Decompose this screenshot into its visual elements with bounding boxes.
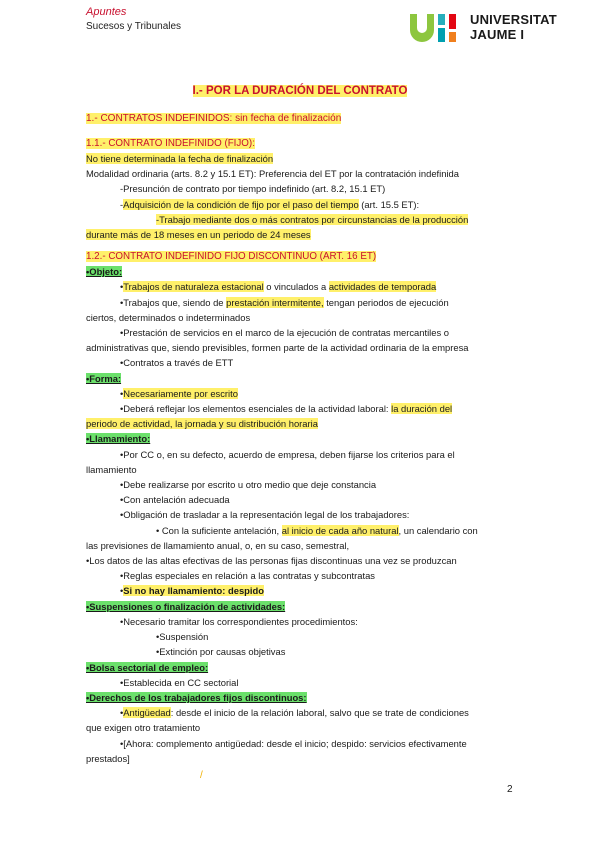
s11-presuncion: -Presunción de contrato por tiempo indefinido (art. 8.2, 15.1 ET) bbox=[120, 183, 386, 195]
llamamiento-item-2: •Debe realizarse por escrito u otro medio que deje constancia bbox=[120, 479, 377, 491]
section-1-1-title: 1.1.- CONTRATO INDEFINIDO (FIJO): bbox=[86, 138, 255, 149]
main-title: I.- POR LA DURACIÓN DEL CONTRATO bbox=[192, 85, 408, 97]
llamamiento-item-6: •Los datos de las altas efectivas de las personas fijas discontinuas una vez se produzcan bbox=[86, 555, 457, 567]
logo-line-2: JAUME I bbox=[470, 27, 525, 42]
stray-mark: / bbox=[200, 770, 203, 781]
objeto-heading: •Objeto: bbox=[86, 266, 123, 278]
suspensiones-item-1: •Necesario tramitar los correspondientes procedimientos: bbox=[120, 615, 358, 627]
section-1-title: 1.- CONTRATOS INDEFINIDOS: sin fecha de finalización bbox=[86, 113, 342, 124]
forma-item-1: •Necesariamente por escrito bbox=[120, 387, 238, 399]
s11-trabajo-line1: -Trabajo mediante dos o más contratos por circunstancias de la producción bbox=[156, 213, 469, 225]
llamamiento-item-1-cont: llamamiento bbox=[86, 463, 137, 475]
bolsa-heading: •Bolsa sectorial de empleo: bbox=[86, 661, 209, 673]
section-1-2-title: 1.2.- CONTRATO INDEFINIDO FIJO DISCONTINUO (ART. 16 ET) bbox=[86, 251, 377, 263]
page-number: 2 bbox=[507, 784, 513, 795]
header-title: Apuntes bbox=[86, 6, 127, 18]
objeto-item-2: •Trabajos que, siendo de prestación intermitente, tengan periodos de ejecución bbox=[120, 296, 449, 308]
logo-text bbox=[470, 12, 557, 42]
s11-trabajo-line2: durante más de 18 meses en un periodo de 24 meses bbox=[86, 229, 311, 241]
llamamiento-item-5: • Con la suficiente antelación, al inicio de cada año natural, un calendario con bbox=[156, 524, 478, 536]
derechos-item-1: •Antigüedad: desde el inicio de la relación laboral, salvo que se trate de condiciones bbox=[120, 707, 469, 719]
objeto-item-2-cont: ciertos, determinados o indeterminados bbox=[86, 311, 251, 323]
llamamiento-item-7: •Reglas especiales en relación a las contratas y subcontratas bbox=[120, 570, 375, 582]
llamamiento-item-1: •Por CC o, en su defecto, acuerdo de empresa, deben fijarse los criterios para el bbox=[120, 448, 455, 460]
llamamiento-item-8: •Si no hay llamamiento: despido bbox=[120, 585, 264, 597]
s11-adquisicion: -Adquisición de la condición de fijo por el paso del tiempo (art. 15.5 ET): bbox=[120, 198, 420, 210]
suspensiones-item-2: •Suspensión bbox=[156, 631, 209, 643]
derechos-item-2-cont: prestados] bbox=[86, 752, 130, 764]
llamamiento-item-5-cont: las previsiones de llamamiento anual, o, en su caso, semestral, bbox=[86, 539, 350, 551]
suspensiones-heading: •Suspensiones o finalización de actividades: bbox=[86, 600, 286, 612]
bolsa-item-1: •Establecida en CC sectorial bbox=[120, 676, 239, 688]
suspensiones-item-3: •Extinción por causas objetivas bbox=[156, 646, 286, 658]
document-body bbox=[86, 83, 514, 766]
s11-highlight: No tiene determinada la fecha de finalización bbox=[86, 153, 274, 164]
derechos-item-2: •[Ahora: complemento antigüedad: desde el inicio; despido: servicios efectivamente bbox=[120, 737, 467, 749]
derechos-heading: •Derechos de los trabajadores fijos discontinuos: bbox=[86, 691, 307, 703]
derechos-item-1-cont: que exigen otro tratamiento bbox=[86, 722, 201, 734]
llamamiento-item-3: •Con antelación adecuada bbox=[120, 494, 230, 506]
objeto-item-3: •Prestación de servicios en el marco de la ejecución de contratas mercantiles o bbox=[120, 327, 449, 339]
forma-heading: •Forma: bbox=[86, 372, 122, 384]
llamamiento-item-4: •Obligación de trasladar a la representación legal de los trabajadores: bbox=[120, 509, 410, 521]
objeto-item-3-cont: administrativas que, siendo previsibles, formen parte de la actividad ordinaria de la empresa bbox=[86, 342, 469, 354]
forma-item-2-cont: periodo de actividad, la jornada y su distribución horaria bbox=[86, 418, 318, 430]
forma-item-2: •Deberá reflejar los elementos esenciales de la actividad laboral: la duración del bbox=[120, 403, 453, 415]
header-subtitle: Sucesos y Tribunales bbox=[86, 21, 182, 32]
logo-line-1: UNIVERSITAT bbox=[470, 12, 557, 27]
s11-modalidad: Modalidad ordinaria (arts. 8.2 y 15.1 ET): Preferencia del ET por la contratación indefinida bbox=[86, 168, 459, 180]
llamamiento-heading: •Llamamiento: bbox=[86, 433, 151, 445]
objeto-item-4: •Contratos a través de ETT bbox=[120, 357, 234, 369]
objeto-item-1: •Trabajos de naturaleza estacional o vinculados a actividades de temporada bbox=[120, 281, 437, 293]
